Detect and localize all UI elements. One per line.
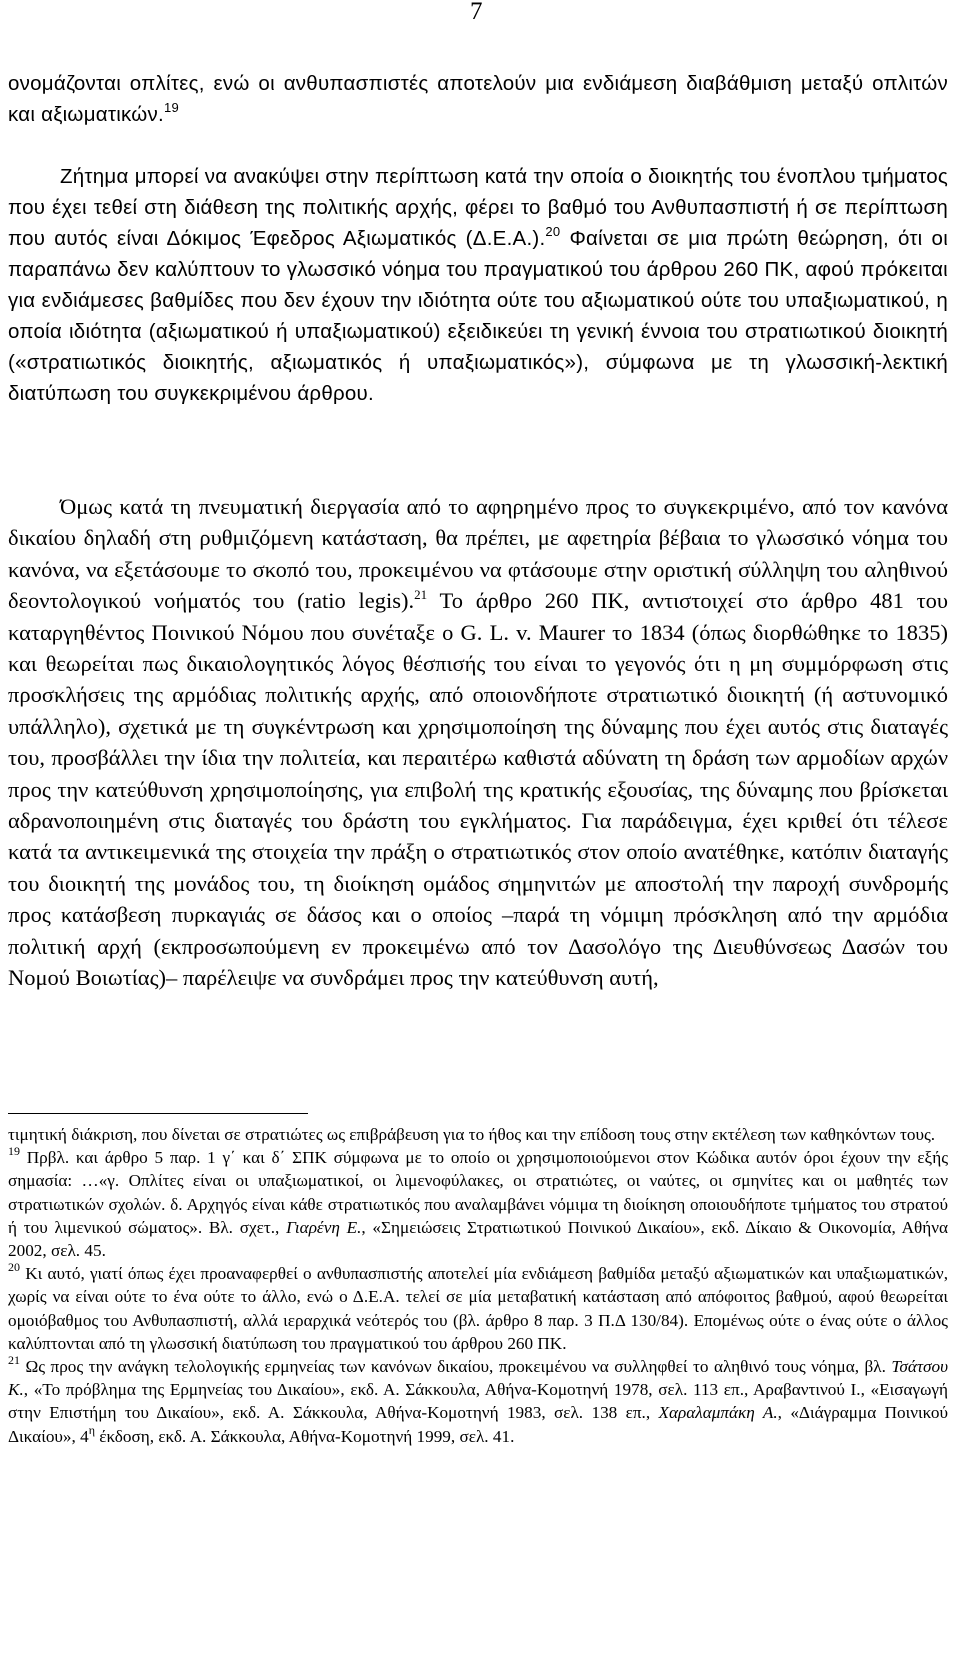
footnote-ref-20[interactable]: 20: [545, 224, 561, 240]
paragraph-1-text: ονομάζονται οπλίτες, ενώ οι ανθυπασπιστές αποτελούν μια ενδιάμεση διαβάθμιση μεταξύ οπλιτών και αξιωματικών.: [8, 72, 948, 126]
paragraph-3: [8, 491, 948, 994]
footnote-20: [8, 1262, 948, 1355]
paragraph-1: [8, 68, 948, 130]
footnote-21-edition-sup: η: [88, 1422, 95, 1437]
paragraph-2-text-b: Φαίνεται σε μια πρώτη θεώρηση, ότι οι παραπάνω δεν καλύπτουν το γλωσσικό νόημα του πραγματικού του άρθρου 260 ΠΚ, αφού πρόκειται για ενδιάμεσες βαθμίδες που δεν έχουν την ιδιότητα ούτε του αξιωματικού ούτε του υπαξιωματικού, η οποία ιδιότητα (αξιωματικού ή υπαξιωματικού) εξειδικεύει τη γενική έννοια του στρατιωτικού διοικητή («στρατιωτικός διοικητής, αξιωματικός ή υπαξιωματικός»), σύμφωνα με τη γλωσσική-λεκτική διατύπωση του συγκεκριμένου άρθρου.: [8, 227, 948, 405]
paragraph-2-text-a: Ζήτημα μπορεί να ανακύψει στην περίπτωση κατά την οποία ο διοικητής του ένοπλου τμήματος που έχει τεθεί στη διάθεση της πολιτικής αρχής, φέρει το βαθμό του Ανθυπασπιστή ή σε περίπτωση που αυτός είναι Δόκιμος Έφεδρος Αξιωματικός (Δ.Ε.Α.).: [8, 165, 948, 250]
footnote-21-number: 21: [8, 1353, 20, 1368]
footnote-20-text: Κι αυτό, γιατί όπως έχει προαναφερθεί ο ανθυπασπιστής αποτελεί μία ενδιάμεση βαθμίδα μεταξύ αξιωματικών και υπαξιωματικών, χωρίς να είναι ούτε το ένα ούτε το άλλο, ενώ ο Δ.Ε.Α. τελεί σε μία μεταβατική κατάσταση από απόφοιτος βαθμού, αφού θεωρείται ομοιόβαθμος του Ανθυπασπιστή, αλλά ιεραρχικά νεότερός του (βλ. άρθρο 8 παρ. 3 Π.Δ 130/84). Επομένως ούτε ο ένας ούτε ο άλλος καλύπτονται από τη γλωσσική διατύπωση του πραγματικού του άρθρου 260 ΠΚ.: [8, 1264, 948, 1353]
footnote-continued: τιμητική διάκριση, που δίνεται σε στρατιώτες ως επιβράβευση για το ήθος και την επίδοση τους στην εκτέλεση των καθηκόντων τους.: [8, 1125, 936, 1144]
footnote-19-text-a: Πρβλ. και άρθρο 5 παρ. 1 γ΄ και δ΄ ΣΠΚ σύμφωνα με το οποίο οι χρησιμοποιούμενοι στον Κώδικα αυτόν όροι έχουν την εξής σημασία: …«γ. Οπλίτες είναι οι υπαξιωματικοί, οι λιμενοφύλακες, οι στρατιώτες, οι ναύτες, οι σμηνίτες και οι μαθητές των στρατιωτικών σχολών. δ. Αρχηγός είναι κάθε στρατιωτικός που αναλαμβάνει νόμιμα τη διοίκηση οποιουδήποτε τμήματος του στρατού ή του λιμενικού σώματος». Βλ. σχετ.,: [8, 1148, 948, 1237]
page-number: 7: [470, 0, 483, 25]
footnote-19-number: 19: [8, 1144, 20, 1159]
paragraph-3-text-b: Το άρθρο 260 ΠΚ, αντιστοιχεί στο άρθρο 481 του καταργηθέντος Ποινικού Νόμου που συνέταξε ο G. L. v. Maurer το 1834 (όπως διορθώθηκε το 1835) και θεωρείται πως δικαιολογητικός λόγος θέσπισής του είναι το γεγονός ότι η μη συμμόρφωση στις προσκλήσεις της αρμόδιας πολιτικής αρχής, από οποιονδήποτε στρατιωτικό διοικητή (ή αστυνομικό υπάλληλο), σχετικά με τη συγκέντρωση και χρησιμοποίηση της δύναμης που έχει αυτός στις διαταγές του, προσβάλλει την ίδια την πολιτεία, και περαιτέρω καθιστά αδύνατη τη δράση των αρμοδίων αρχών προς την κατεύθυνση χρησιμοποίησης, για επιβολή της κρατικής εξουσίας, της δύναμης που βρίσκεται αδρανοποιημένη στις διαταγές του δράστη του εγκλήματος. Για παράδειγμα, έχει κριθεί ότι τέλεσε κατά τα αντικειμενικά της στοιχεία την πράξη ο στρατιωτικός στον οποίο ανατέθηκε, κατόπιν διαταγής του διοικητή της μονάδος του, τη διοίκηση ομάδος σημηνιτών με αποστολή την παροχή συνδρομής προς κατάσβεση πυρκαγιάς σε δάσος και ο οποίος –παρά τη νόμιμη πρόσκληση από την αρμόδια πολιτική αρχή (εκπροσωπούμενη εν προκειμένω από τον Δασολόγο της Διευθύνσεως Δασών του Νομού Βοιωτίας)– παρέλειψε να συνδράμει προς την κατεύθυνση αυτή,: [8, 588, 948, 991]
footnote-19-author: Γιαρένη Ε.: [286, 1217, 362, 1237]
footnote-separator: [8, 1113, 308, 1114]
footnote-21-text-a: Ως προς την ανάγκη τελολογικής ερμηνείας των κανόνων δικαίου, προκειμένου να συλληφθεί το αληθινό τους νόημα, βλ.: [20, 1357, 892, 1377]
paragraph-3-text-a: Όμως κατά τη πνευματική διεργασία από το αφηρημένο προς το συγκεκριμένο, από τον κανόνα δικαίου δηλαδή στη ρυθμιζόμενη κατάσταση, θα πρέπει, με αφετηρία βέβαια το γλωσσικό νόημα του κανόνα, να εξετάσουμε το σκοπό του, προκειμένου να φτάσουμε στην οριστική σύλληψη του αληθινού δεοντολογικού νοήματός του (ratio legis).: [8, 494, 948, 614]
footnote-19: [8, 1146, 948, 1262]
footnote-21-text-b: , «Το πρόβλημα της Ερμηνείας του Δικαίου», εκδ. Α. Σάκκουλα, Αθήνα-Κομοτηνή 1978, σελ. 113 επ., Αραβαντινού Ι., «Εισαγωγή στην Επιστήμη του Δικαίου», εκδ. Α. Σάκκουλα, Αθήνα-Κομοτηνή 1983, σελ. 138 επ.,: [8, 1380, 948, 1423]
footnote-21-author-1: Τσάτσου Κ.: [8, 1357, 948, 1400]
footnote-21-author-2: Χαραλαμπάκη Α.: [658, 1403, 778, 1423]
footnotes: [8, 1123, 948, 1448]
footnote-ref-21[interactable]: 21: [414, 586, 428, 602]
footnote-21-text-d: έκδοση, εκδ. Α. Σάκκουλα, Αθήνα-Κομοτηνή 1999, σελ. 41.: [94, 1426, 515, 1446]
paragraph-2: [8, 161, 948, 409]
footnote-ref-19[interactable]: 19: [163, 100, 179, 116]
footnote-20-number: 20: [8, 1260, 20, 1275]
footnote-21: [8, 1355, 948, 1448]
footnote-21-text-c: , «Διάγραμμα Ποινικού Δικαίου», 4: [8, 1403, 948, 1446]
footnote-19-text-b: , «Σημειώσεις Στρατιωτικού Ποινικού Δικαίου», εκδ. Δίκαιο & Οικονομία, Αθήνα 2002, σελ. 45.: [8, 1217, 948, 1261]
